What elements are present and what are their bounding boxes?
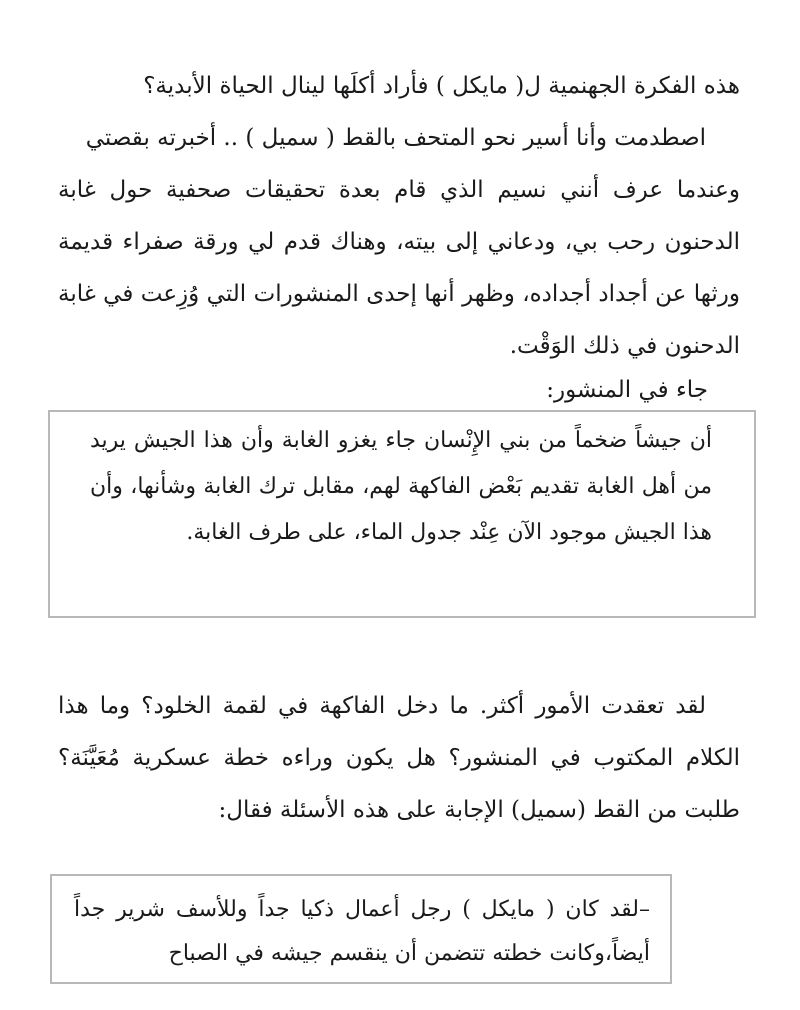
dialogue-box	[50, 874, 672, 984]
paragraph-2-text: لقد تعقدت الأمور أكثر. ما دخل الفاكهة في لقمة الخلود؟ وما هذا الكلام المكتوب في المنشور؟ هل يكون وراءه خطة عسكرية مُعَيَّنَة؟طلبت من القط (سميل) الإجابة على هذه الأسئلة فقال:	[58, 693, 740, 823]
paragraph-1-line-2	[58, 112, 740, 164]
paragraph-1-line-1: هذه الفكرة الجهنمية ل( مايكل ) فأراد أكلَها لينال الحياة الأبدية؟	[143, 73, 740, 99]
quote-box	[48, 410, 756, 618]
paragraph-1-rest: وعندما عرف أنني نسيم الذي قام بعدة تحقيقات صحفية حول غابة الدحنون رحب بي، ودعاني إلى بيته، وهناك قدم لي ورقة صفراء قديمة ورثها عن أجداد أجداده، وظهر أنها إحدى المنشورات التي وُزِعت في غابة الدحنون في ذلك الوَقْت.	[58, 177, 740, 359]
dialogue-box-text: –لقد كان ( مايكل ) رجل أعمال ذكيا جداً وللأسف شرير جداً أيضاً،وكانت خطته تتضمن أن ينقسم جيشه في الصباح	[74, 897, 650, 966]
paragraph-2	[58, 680, 740, 836]
paragraph-1	[58, 60, 740, 372]
quote-intro: جاء في المنشور:	[546, 377, 708, 403]
quote-box-text: أن جيشاً ضخماً من بني الإِنْسان جاء يغزو الغابة وأن هذا الجيش يريد من أهل الغابة تقديم بَعْض الفاكهة لهم، مقابل ترك الغابة وشأنها، وأن هذا الجيش موجود الآن عِنْد جدول الماء، على طرف الغابة.	[90, 428, 712, 545]
paragraph-1-line-2-text: اصطدمت وأنا أسير نحو المتحف بالقط ( سميل ) .. أخبرته بقصتي	[85, 125, 706, 151]
